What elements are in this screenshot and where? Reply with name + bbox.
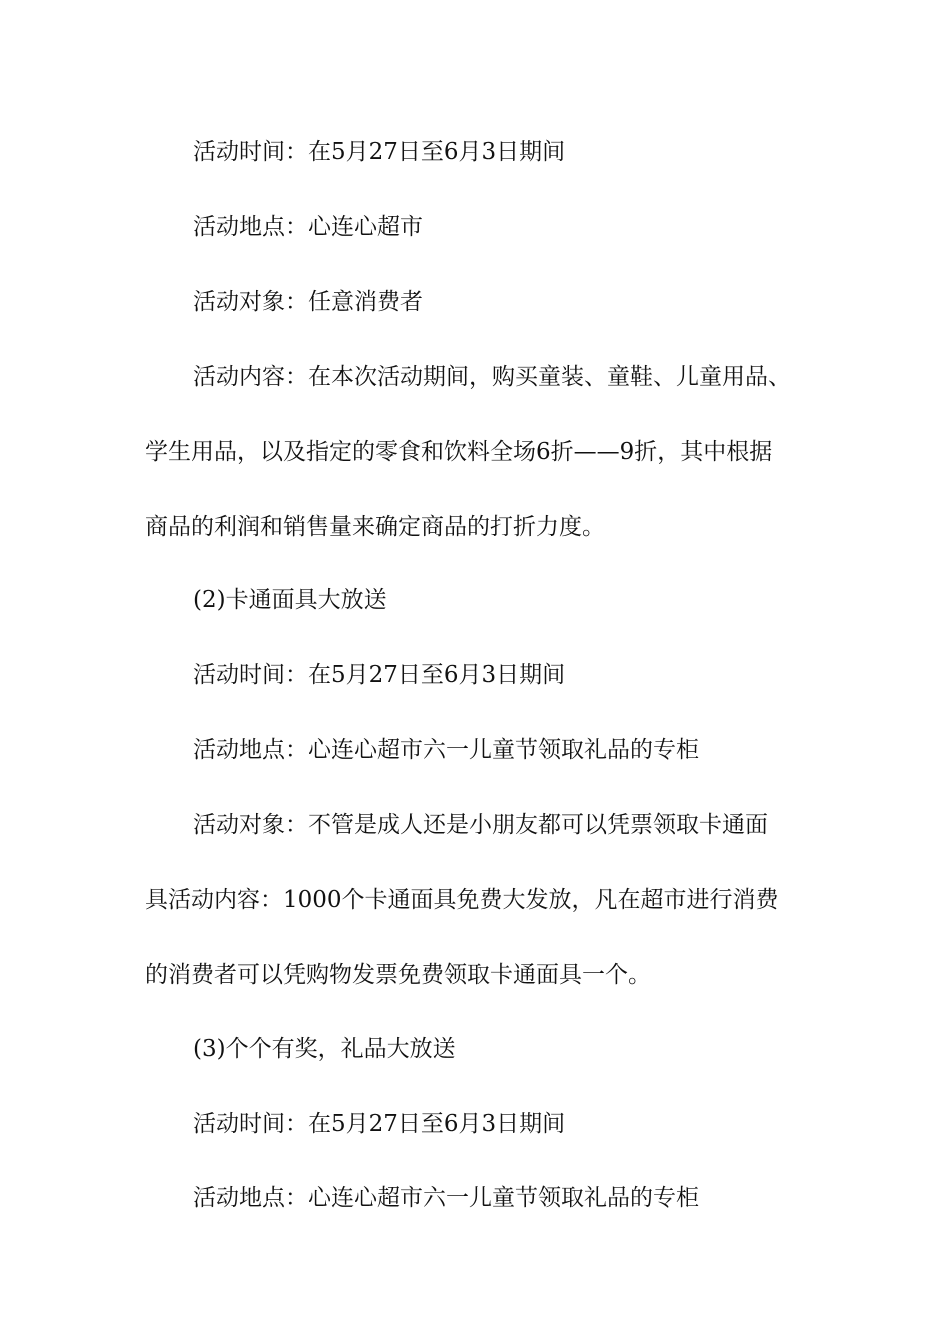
paragraph-activity-content-1: 活动内容：在本次活动期间，购买童装、童鞋、儿童用品、: [193, 364, 791, 390]
paragraph-activity-content-1-continued: 学生用品，以及指定的零食和饮料全场6折——9折，其中根据: [145, 439, 773, 465]
paragraph-activity-location-1: 活动地点：心连心超市: [193, 214, 423, 240]
paragraph-activity-target-1: 活动对象：任意消费者: [193, 289, 423, 315]
section-heading-prize-giveaway: (3)个个有奖，礼品大放送: [193, 1036, 456, 1062]
section-heading-mask-giveaway: (2)卡通面具大放送: [193, 587, 387, 613]
paragraph-activity-location-2: 活动地点：心连心超市六一儿童节领取礼品的专柜: [193, 737, 699, 763]
paragraph-activity-content-2-end: 的消费者可以凭购物发票免费领取卡通面具一个。: [145, 962, 651, 988]
paragraph-activity-time-2: 活动时间：在5月27日至6月3日期间: [193, 662, 566, 688]
paragraph-activity-time-3: 活动时间：在5月27日至6月3日期间: [193, 1111, 566, 1137]
paragraph-activity-content-1-end: 商品的利润和销售量来确定商品的打折力度。: [145, 514, 605, 540]
paragraph-activity-content-2: 具活动内容：1000个卡通面具免费大发放，凡在超市进行消费: [145, 887, 779, 913]
paragraph-activity-target-2: 活动对象：不管是成人还是小朋友都可以凭票领取卡通面: [193, 812, 768, 838]
paragraph-activity-time-1: 活动时间：在5月27日至6月3日期间: [193, 139, 566, 165]
paragraph-activity-location-3: 活动地点：心连心超市六一儿童节领取礼品的专柜: [193, 1185, 699, 1211]
